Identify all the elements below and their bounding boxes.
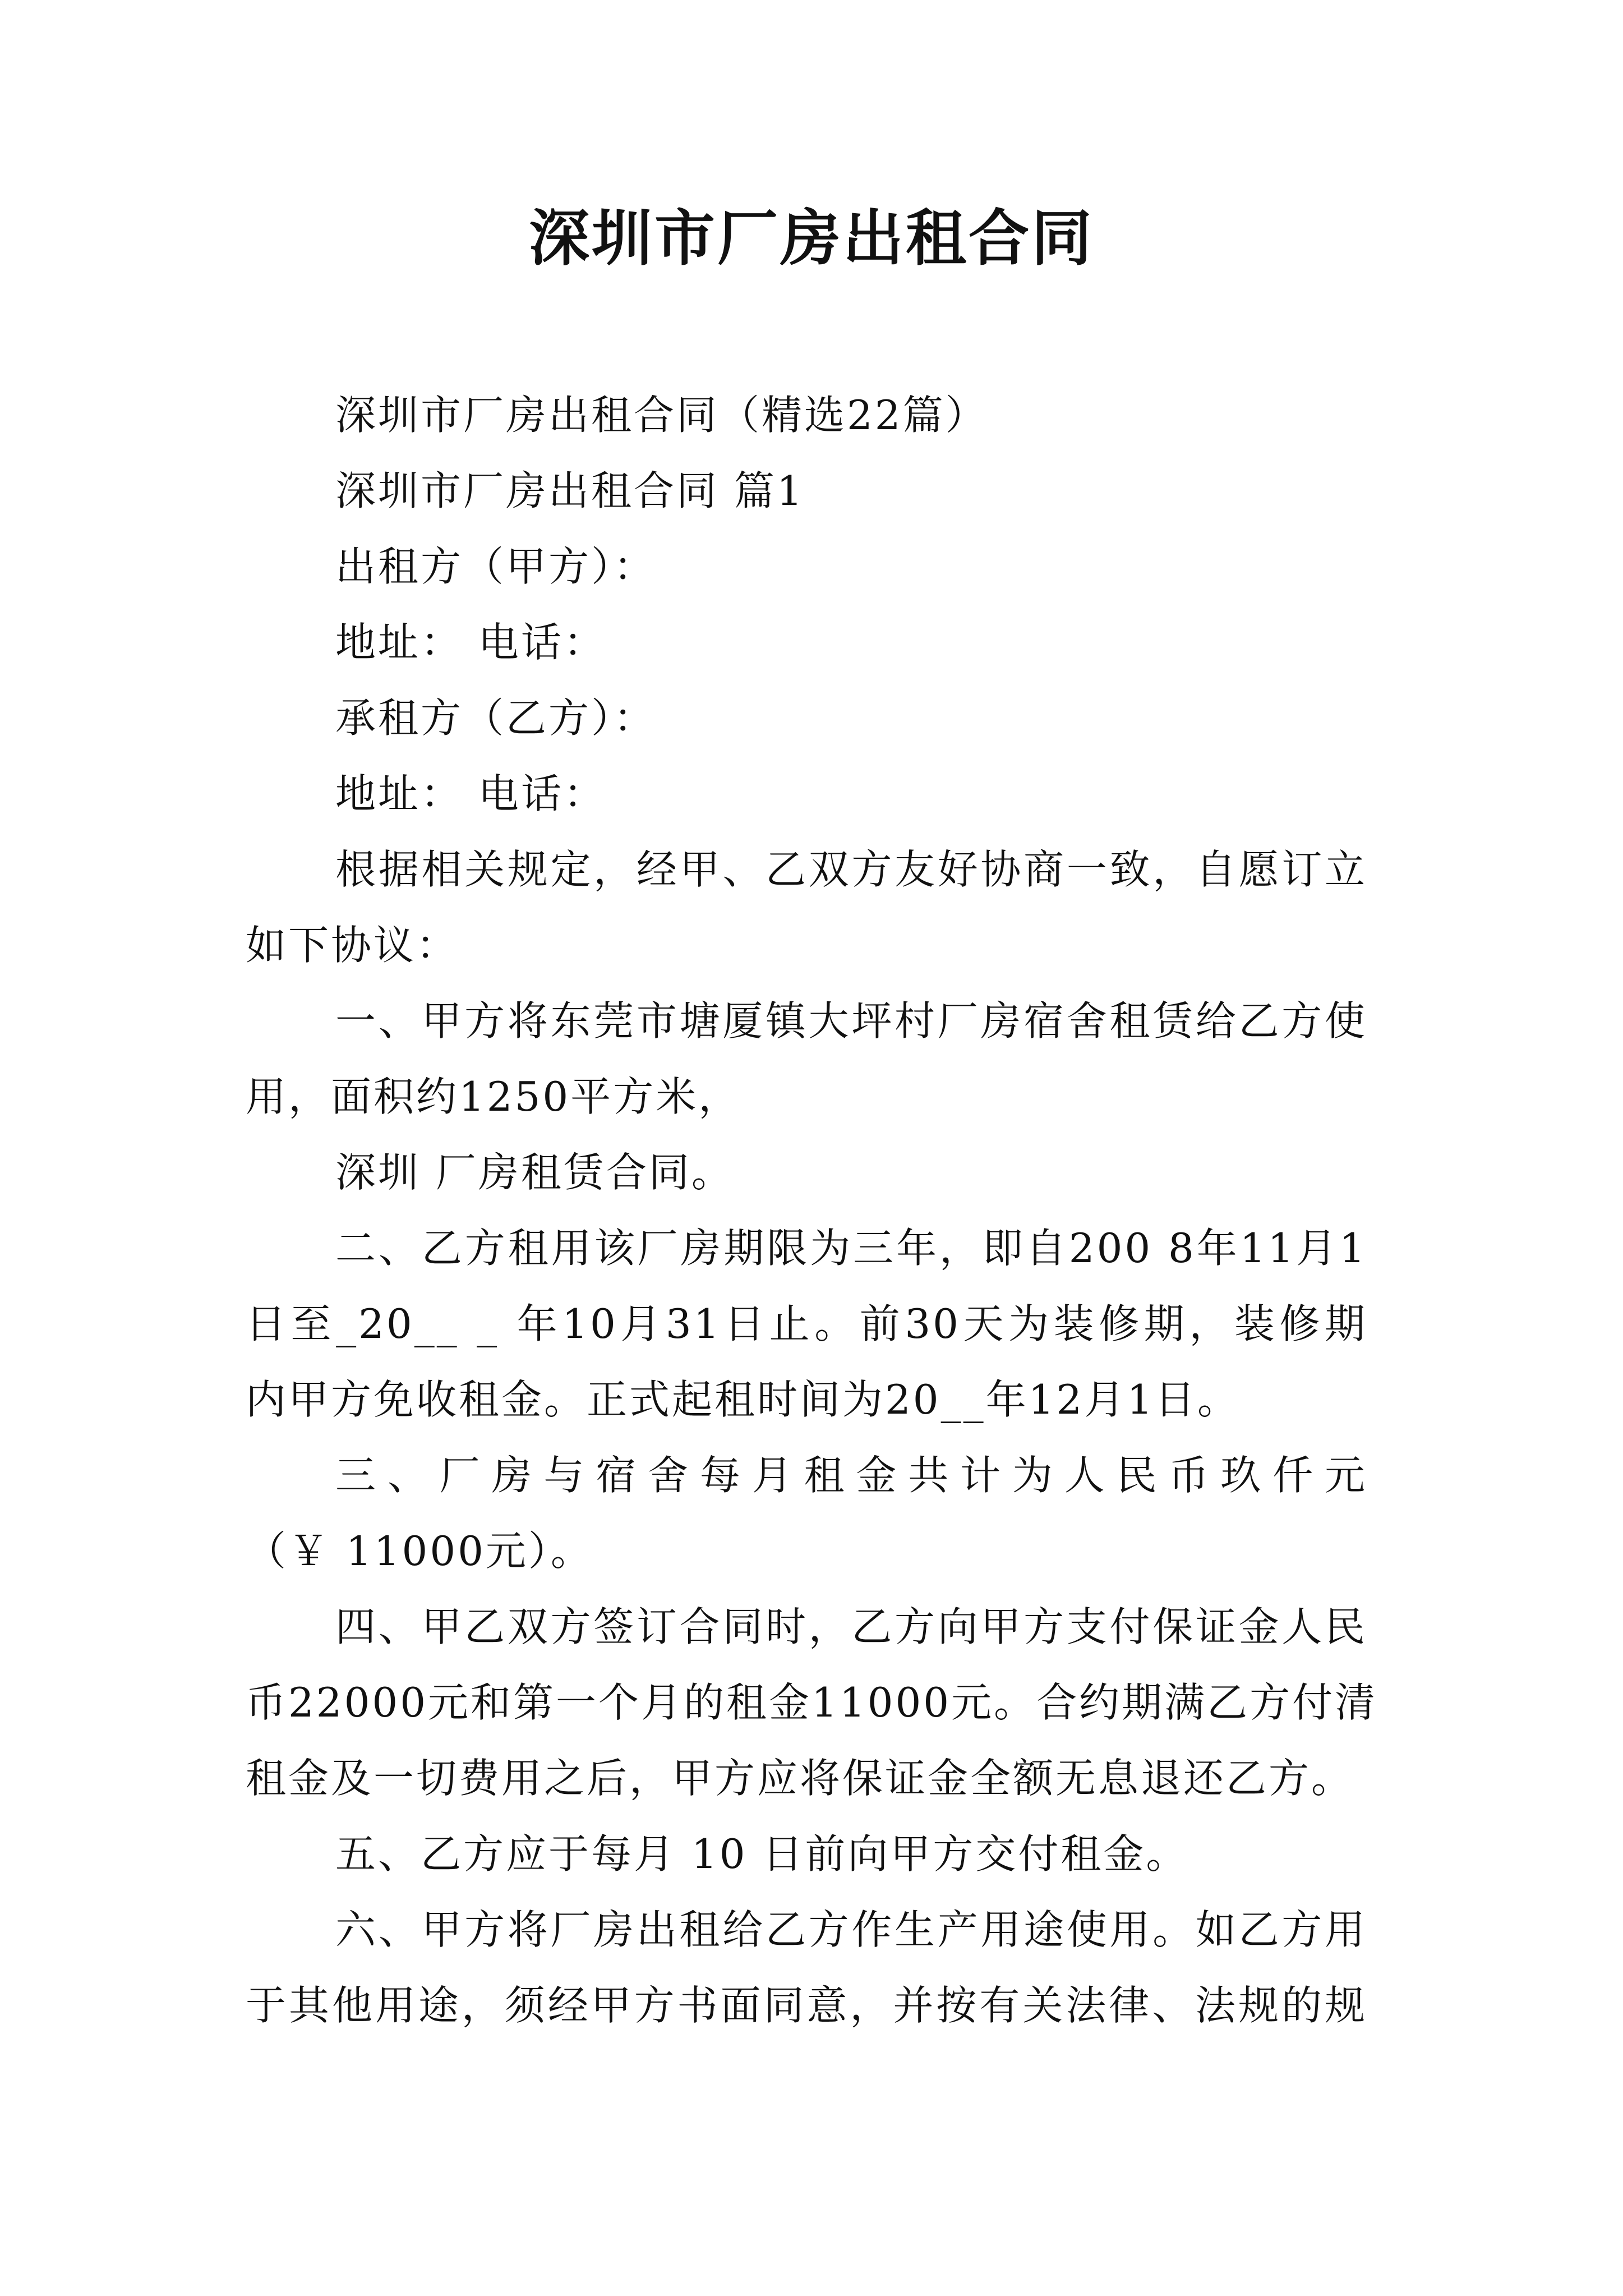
paragraph-line: 五、乙方应于每月 10 日前向甲方交付租金。 [335, 1830, 1189, 1878]
paragraph-line: 四、甲乙双方签订合同时，乙方向甲方支付保证金人民 [335, 1603, 1367, 1650]
paragraph-line: 于其他用途，须经甲方书面同意，并按有关法律、法规的规 [246, 1982, 1367, 2029]
party-b-label: 承租方（乙方）： [335, 694, 657, 742]
paragraph-line: 内甲方免收租金。正式起租时间为20__年12月1日。 [246, 1376, 1241, 1423]
paragraph-line: 日至_20__ _ 年10月31日止。前30天为装修期，装修期 [246, 1300, 1367, 1347]
paragraph-line: 用，面积约1250平方米， [246, 1073, 741, 1120]
section-heading: 深圳市厂房出租合同 篇1 [335, 467, 805, 514]
paragraph-line: 币22000元和第一个月的租金11000元。合约期满乙方付清 [246, 1679, 1378, 1726]
paragraph-line: 租金及一切费用之后，甲方应将保证金全额无息退还乙方。 [246, 1755, 1354, 1802]
party-a-address-phone: 地址： 电话： [335, 619, 606, 666]
document-title: 深圳市厂房出租合同 [528, 203, 1094, 274]
paragraph-line: （￥ 11000元）。 [246, 1527, 593, 1575]
subtitle-line: 深圳市厂房出租合同（精选22篇） [335, 392, 988, 439]
party-a-label: 出租方（甲方）： [335, 543, 657, 590]
paragraph-line: 深圳 厂房租赁合同。 [335, 1149, 734, 1196]
party-b-address-phone: 地址： 电话： [335, 770, 606, 817]
paragraph-line: 一、甲方将东莞市塘厦镇大坪村厂房宿舍租赁给乙方使 [335, 997, 1367, 1045]
paragraph-line: 根据相关规定，经甲、乙双方友好协商一致，自愿订立 [335, 846, 1367, 893]
paragraph-line: 二、乙方租用该厂房期限为三年，即自200 8年11月1 [335, 1225, 1367, 1272]
paragraph-line: 如下协议： [246, 922, 459, 969]
paragraph-line: 三、厂房与宿舍每月租金共计为人民币玖仟元 [335, 1452, 1367, 1499]
paragraph-line: 六、甲方将厂房出租给乙方作生产用途使用。如乙方用 [335, 1906, 1367, 1953]
